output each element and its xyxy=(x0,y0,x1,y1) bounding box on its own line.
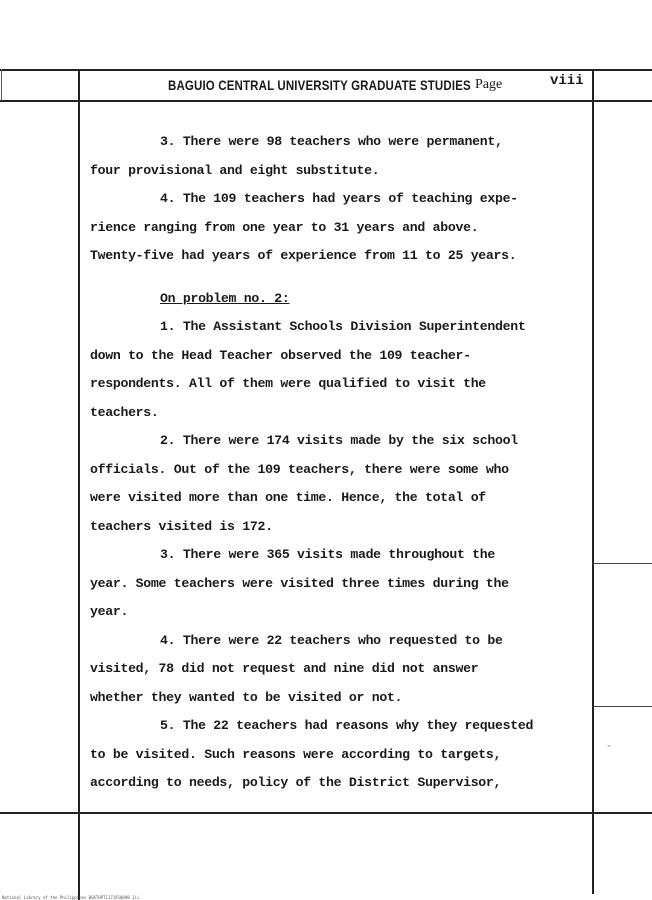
header-title: BAGUIO CENTRAL UNIVERSITY GRADUATE STUDIES xyxy=(168,77,471,93)
text-line: four provisional and eight substitute. xyxy=(90,162,380,178)
text-line: year. xyxy=(90,604,129,619)
text-line: down to the Head Teacher observed the 109 teacher- xyxy=(90,347,471,363)
text-line: 2. There were 174 visits made by the six school xyxy=(160,433,518,448)
scan-mark: - xyxy=(606,742,613,753)
right-margin-rule xyxy=(592,69,594,894)
paragraph xyxy=(90,541,590,627)
text-line: teachers. xyxy=(90,404,159,420)
text-line: whether they wanted to be visited or not. xyxy=(90,689,403,705)
text-line: to be visited. Such reasons were according to targets, xyxy=(90,746,502,762)
footer-rule xyxy=(0,812,652,814)
text-line: officials. Out of the 109 teachers, there were some who xyxy=(90,461,509,477)
text-line: were visited more than one time. Hence, the total of xyxy=(90,490,486,505)
section-heading-text: On problem no. 2: xyxy=(160,290,290,306)
text-line: year. Some teachers were visited three times during the xyxy=(90,575,509,591)
paragraph xyxy=(90,128,590,185)
text-line: 4. There were 22 teachers who requested to be xyxy=(160,632,503,648)
page-header xyxy=(80,70,592,100)
header-page-number: viii xyxy=(550,73,584,89)
text-line: according to needs, policy of the District Supervisor, xyxy=(90,775,502,790)
header-page-label: Page xyxy=(475,77,503,92)
text-line: 4. The 109 teachers had years of teaching expe- xyxy=(160,191,518,206)
text-line: respondents. All of them were qualified to visit the xyxy=(90,376,486,391)
text-line: visited, 78 did not request and nine did not answer xyxy=(90,661,479,676)
paragraph xyxy=(90,185,590,271)
paragraph xyxy=(90,313,590,427)
body-text xyxy=(90,128,590,798)
text-line: Twenty-five had years of experience from 11 to 25 years. xyxy=(90,248,517,263)
text-line: 1. The Assistant Schools Division Superintendent xyxy=(160,319,526,334)
section-heading xyxy=(90,285,590,314)
right-tab-rule-lower xyxy=(592,706,652,707)
paragraph xyxy=(90,427,590,541)
header-bottom-rule xyxy=(0,100,652,102)
text-line: 3. There were 98 teachers who were permanent, xyxy=(160,134,503,149)
spacer xyxy=(90,271,590,285)
left-edge-rule-fragment xyxy=(1,69,2,101)
paragraph xyxy=(90,712,590,798)
text-line: teachers visited is 172. xyxy=(90,518,273,534)
text-line: 5. The 22 teachers had reasons why they requested xyxy=(160,718,534,733)
text-line: rience ranging from one year to 31 years and above. xyxy=(90,219,479,235)
left-margin-rule xyxy=(78,69,80,900)
right-tab-rule-upper xyxy=(592,563,652,564)
paragraph xyxy=(90,627,590,713)
scan-footer-caption: National Library of the Philippines BGKTHPT1171910098 1ii xyxy=(2,895,140,900)
text-line: 3. There were 365 visits made throughout the xyxy=(160,547,496,562)
